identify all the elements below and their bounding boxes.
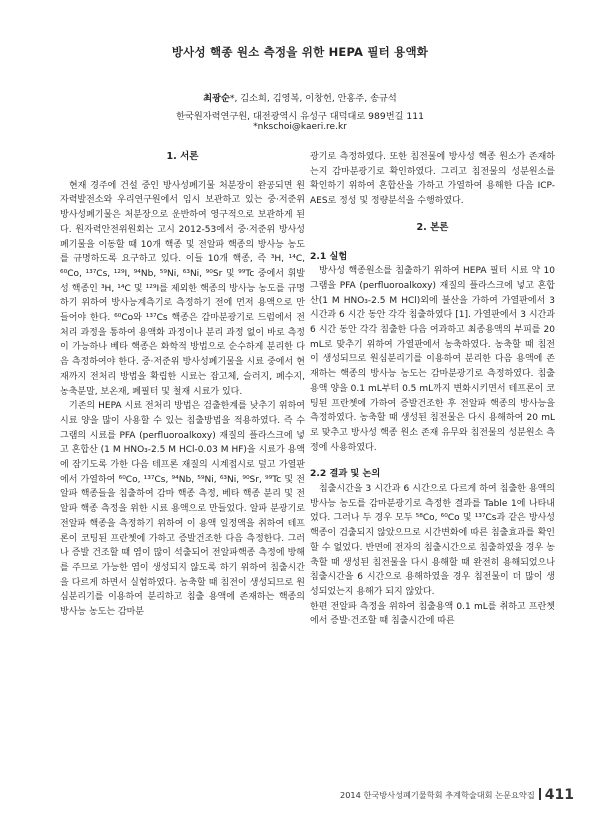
left-column	[60, 150, 305, 620]
page-footer	[340, 787, 574, 803]
section-heading-body: 2. 본론	[416, 221, 449, 233]
paper-title: 방사성 핵종 원소 측정을 위한 HEPA 필터 용액화	[171, 45, 429, 59]
footer-proceedings-title: 2014 한국방사성폐기물학회 추계학술대회 논문요약집	[340, 790, 535, 800]
footer-divider	[539, 788, 541, 800]
co-authors: *, 김소희, 김영복, 이창헌, 안홍주, 송규석	[229, 93, 397, 104]
results-paragraph-1: 침출시간을 3 시간과 6 시간으로 다르게 하여 침출한 용액의 방사능 농도를 감마분광기로 측정한 결과를 Table 1에 나타내었다. 그러나 두 경우 모두 ⁵⁸Co, ⁶⁰Co 및 ¹³⁷Cs과 같은 방사성 핵종이 검출되지 않았으므로 시간변화에 따른 침출효과를 확인할 수 없었다. 반면에 전자의 침출시간으로 침출하였을 경우 농축할 때 생성된 침전물을 다시 용해할 때 완전히 용해되었으나 침출시간을 6 시간으로 용해하였을 경우 침전물이 더 많이 생성되었는지 용해가 되지 않았다.	[310, 484, 555, 597]
subsection-heading-experiment: 2.1 실험	[310, 250, 348, 262]
lead-author: 최광순	[203, 93, 230, 104]
section-heading-intro: 1. 서론	[166, 151, 199, 162]
author-email[interactable]: *nkschoi@kaeri.re.kr	[253, 122, 347, 132]
intro-paragraph-continued: 광기로 측정하였다. 또한 침전물에 방사성 핵종 원소가 존재하는지 감마분광기로 확인하였다. 그리고 침전물의 성분원소를 확인하기 위하여 혼합산을 가하고 가열하여 용해한 다음 ICP-AES로 정성 및 정량분석을 수행하였다.	[310, 152, 555, 207]
intro-paragraph-1: 현재 경주에 건설 중인 방사성폐기물 처분장이 완공되면 원자력발전소와 우리연구원에서 임시 보관하고 있는 중·저준위 방사성폐기물은 처분장으로 운반하여 영구적으로 보관하게 된다. 원자력안전위원회는 고시 2012-53에서 중·저준위 방사성폐기물을 이동할 때 10개 핵종 및 전알파 핵종의 방사능 농도를 규명하도록 요구하고 있다. 이들 10개 핵종, 즉 ³H, ¹⁴C, ⁶⁰Co, ¹³⁷Cs, ¹²⁹I, ⁹⁴Nb, ⁵⁹Ni, ⁶³Ni, ⁹⁰Sr 및 ⁹⁹Tc 중에서 휘발성 핵종인 ³H, ¹⁴C 및 ¹²⁹I를 제외한 핵종의 방사능 농도를 규명하기 위하여 방사능계측기로 측정하기 전에 먼저 용액으로 만들어야 한다. ⁶⁰Co와 ¹³⁷Cs 핵종은 감마분광기로 드럼에서 전처리 과정을 통하여 용액화 과정이나 분리 과정 없이 바로 측정이 가능하나 베타 핵종은 화학적 방법으로 순수하게 분리한 다음 측정하여야 한다. 중·저준위 방사성폐기물을 시료 중에서 현재까지 전처리 방법을 확립한 시료는 잡고체, 슬러지, 폐수지, 농축분말, 보온재, 폐필터 및 철재 시료가 있다.	[60, 180, 305, 397]
author-list	[0, 92, 600, 106]
results-paragraph-2: 한편 전알파 측정을 위하여 침출용액 0.1 mL를 취하고 프란쳇에서 증발·건조할 때 침출시간에 따른	[310, 601, 555, 627]
right-column	[310, 150, 555, 629]
experiment-paragraph: 방사성 핵종원소를 침출하기 위하여 HEPA 필터 시료 약 10 그램을 PFA (perfluoroalkoxy) 재질의 플라스크에 넣고 혼합산(1 M HNO₃-2.5 M HCl)외에 불산을 가하여 가열판에서 3 시간과 6 시간 동안 각각 침출하였다 [1]. 가열판에서 3 시간과 6 시간 동안 각각 침출한 다음 여과하고 최종용액의 부피를 20 mL로 맞추기 위하여 가열판에서 농축하였다. 농축할 때 침전이 생성되므로 원심분리기를 이용하여 분리한 다음 용액에 존재하는 핵종의 방사능 농도는 감마분광기로 측정하였다. 침출 용액 양을 0.1 mL부터 0.5 mL까지 변화시키면서 테프론이 코팅된 프란쳇에 가하여 증발건조한 후 전알파 핵종의 방사능을 측정하였다. 농축할 때 생성된 침전물은 다시 용해하여 20 mL로 맞추고 방사성 핵종 원소 존재 유무와 침전물의 성분원소 측정에 사용하였다.	[310, 266, 555, 453]
intro-paragraph-2: 기존의 HEPA 시료 전처리 방법은 검출한계를 낮추기 위하여 시료 양을 많이 사용할 수 있는 침출방법을 적용하였다. 즉 수 그램의 시료를 PFA (perfluoroalkoxy) 재질의 플라스크에 넣고 혼합산 (1 M HNO₃-2.5 M HCl-0.03 M HF)을 시료가 용액에 잠기도록 가한 다음 테프론 재질의 시계접시로 덮고 가열판에서 가열하여 ⁶⁰Co, ¹³⁷Cs, ⁹⁴Nb, ⁵⁹Ni, ⁶³Ni, ⁹⁰Sr, ⁹⁹Tc 및 전알파 핵종들을 침출하여 감마 핵종 측정, 베타 핵종 분리 및 전알파 핵종 측정을 위한 시료 용액으로 만들었다. 알파 분광기로 전알파 핵종을 측정하기 위하여 이 용액 일정액을 취하여 테프론이 코팅된 프란쳇에 가하고 증발건조한 다음 측정한다. 그러나 증발 건조할 때 염이 많이 석출되어 전알파핵종 측정에 방해를 주므로 가능한 염이 생성되지 않도록 하기 위하여 침출시간을 다르게 하면서 실험하였다. 농축할 때 침전이 생성되므로 원심분리기를 이용하여 분리하고 침출 용액에 존재하는 핵종의 방사능 농도는 감마분	[60, 401, 305, 618]
page-number: 411	[544, 787, 574, 803]
affiliation: 한국원자력연구원, 대전광역시 유성구 대덕대로 989번길 111	[176, 111, 424, 122]
subsection-heading-results: 2.2 결과 및 논의	[310, 468, 381, 480]
